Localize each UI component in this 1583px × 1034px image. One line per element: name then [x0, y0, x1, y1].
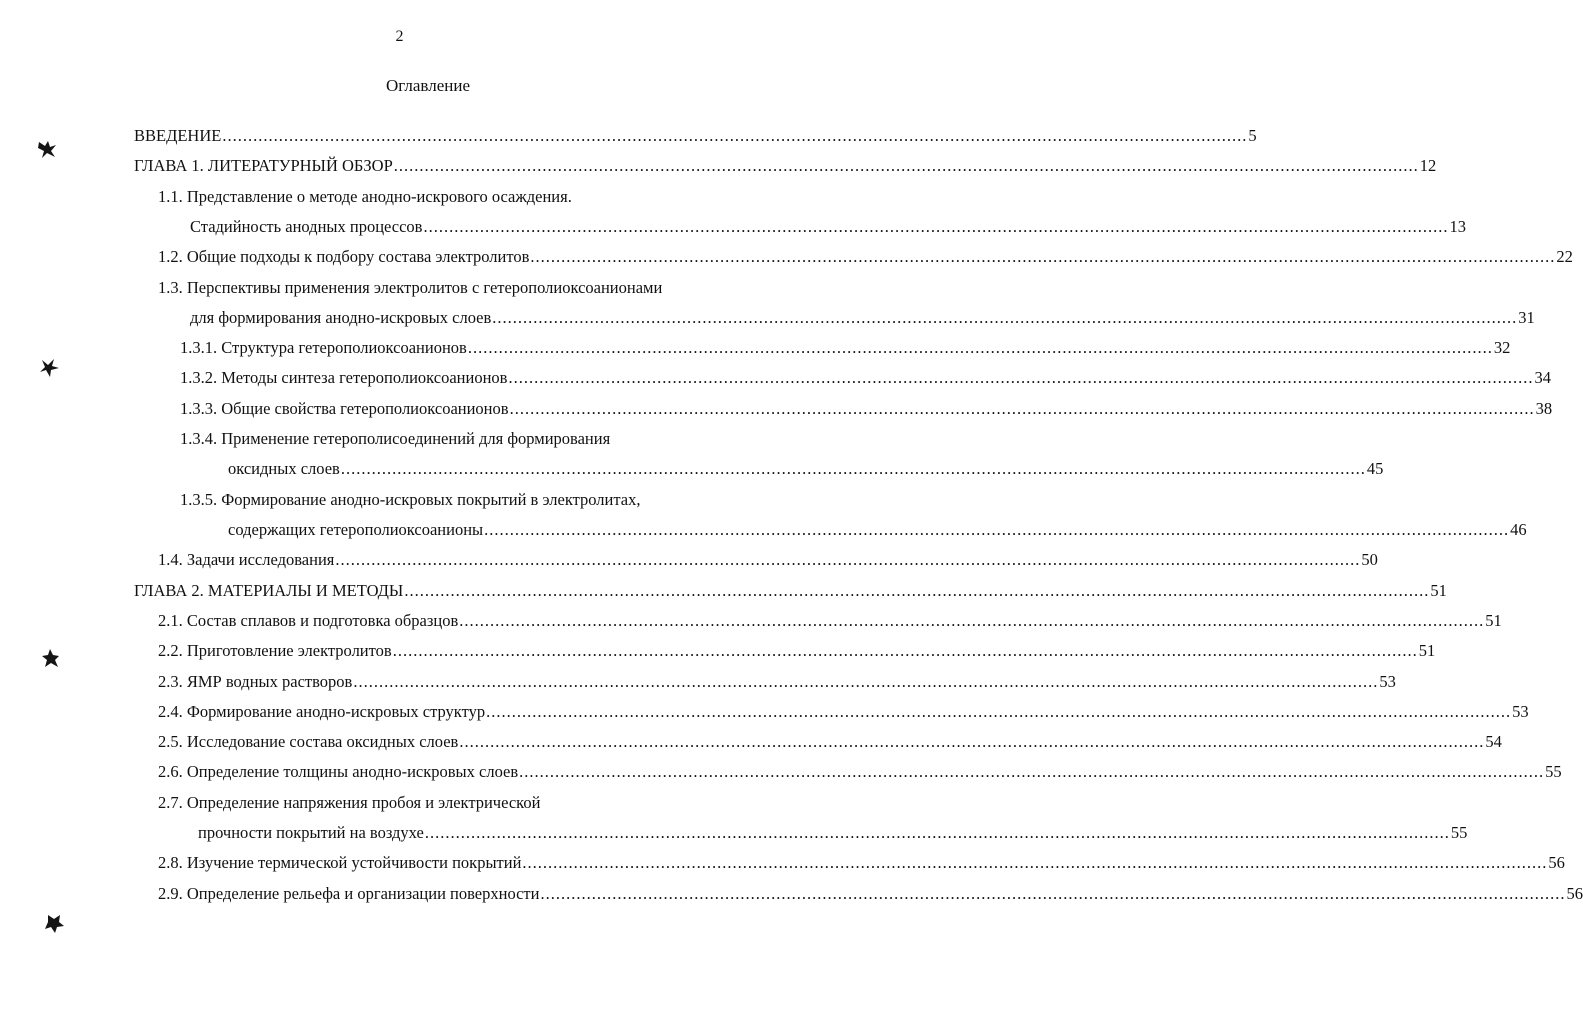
toc-page-number: 55 — [1450, 823, 1468, 842]
toc-page-number: 31 — [1518, 308, 1535, 327]
toc-entry: 1.4. Задачи исследования ........................................................................................................................................................................................................ 50 — [158, 548, 726, 572]
toc-entry: 2.1. Состав сплавов и подготовка образцов ........................................................................................................................................................................................................ 51 — [158, 609, 726, 633]
leader-dots: ........................................................................................................................................................................................................ — [508, 368, 1534, 387]
toc-page-number: 38 — [1535, 399, 1553, 418]
leader-dots: ........................................................................................................................................................................................................ — [353, 672, 1379, 691]
toc-entry: 2.5. Исследование состава оксидных слоев ........................................................................................................................................................................................................ 54 — [158, 730, 726, 754]
toc-entry: 2.8. Изучение термической устойчивости покрытий ........................................................................................................................................................................................................ 56 — [158, 851, 726, 875]
toc-page-number: 51 — [1430, 581, 1447, 600]
toc-entry: содержащих гетерополиоксоанионы ........................................................................................................................................................................................................ 46 — [228, 518, 726, 542]
toc-page-number: 51 — [1418, 641, 1436, 660]
toc-page-number: 22 — [1556, 247, 1573, 266]
toc-entry: для формирования анодно-искровых слоев ........................................................................................................................................................................................................ 31 — [190, 306, 720, 330]
toc-entry: 1.3.3. Общие свойства гетерополиоксоанионов ........................................................................................................................................................................................................ 38 — [180, 397, 720, 421]
toc-entry: 1.3.1. Структура гетерополиоксоанионов ........................................................................................................................................................................................................ 32 — [180, 336, 720, 360]
leader-dots: ........................................................................................................................................................................................................ — [393, 156, 1419, 175]
leader-dots: ........................................................................................................................................................................................................ — [459, 732, 1485, 751]
toc-page-number: 56 — [1548, 853, 1565, 872]
leader-dots: ........................................................................................................................................................................................................ — [340, 459, 1366, 478]
leader-dots: ........................................................................................................................................................................................................ — [335, 550, 1361, 569]
leader-dots: ........................................................................................................................................................................................................ — [486, 702, 1512, 721]
leader-dots: ........................................................................................................................................................................................................ — [540, 884, 1566, 903]
toc-entry: 1.2. Общие подходы к подбору состава электролитов ........................................................................................................................................................................................................ 22 — [158, 245, 726, 269]
leader-dots: ........................................................................................................................................................................................................ — [423, 217, 1449, 236]
toc-entry: прочности покрытий на воздухе ........................................................................................................................................................................................................ 55 — [198, 821, 726, 845]
scan-speck-icon — [40, 647, 62, 669]
toc-entry: 2.9. Определение рельефа и организации поверхности ........................................................................................................................................................................................................ 56 — [158, 882, 726, 906]
toc-page-number: 12 — [1419, 156, 1437, 175]
toc-page-number: 45 — [1366, 459, 1384, 478]
toc-entry: 1.3.5. Формирование анодно-искровых покрытий в электролитах, — [180, 490, 641, 509]
toc-page-number: 34 — [1534, 368, 1551, 387]
scan-speck-icon — [36, 138, 58, 160]
toc-entry: 2.2. Приготовление электролитов ........................................................................................................................................................................................................ 51 — [158, 639, 726, 663]
toc-entry: 2.4. Формирование анодно-искровых структур ........................................................................................................................................................................................................ 53 — [158, 700, 726, 724]
toc-page-number: 56 — [1566, 884, 1583, 903]
toc-entry: 1.3.4. Применение гетерополисоединений для формирования — [180, 429, 611, 448]
toc-entry: 1.3. Перспективы применения электролитов с гетерополиоксоанионами — [158, 278, 663, 297]
leader-dots: ........................................................................................................................................................................................................ — [530, 247, 1556, 266]
toc-page-number: 5 — [1248, 126, 1257, 145]
leader-dots: ........................................................................................................................................................................................................ — [509, 399, 1535, 418]
toc-entry: ГЛАВА 1. ЛИТЕРАТУРНЫЙ ОБЗОР ........................................................................................................................................................................................................ 12 — [134, 154, 726, 178]
toc-page-number: 51 — [1485, 611, 1502, 630]
toc-page-number: 50 — [1361, 550, 1378, 569]
leader-dots: ........................................................................................................................................................................................................ — [424, 823, 1450, 842]
toc-title: Оглавление — [386, 76, 470, 95]
toc-entry: 2.6. Определение толщины анодно-искровых слоев ........................................................................................................................................................................................................ 55 — [158, 760, 726, 784]
toc-entry: оксидных слоев ........................................................................................................................................................................................................ 45 — [228, 457, 726, 481]
toc-page-number: 46 — [1510, 520, 1527, 539]
toc-entry: 1.1. Представление о методе анодно-искрового осаждения. — [158, 187, 572, 206]
toc-entry: 2.3. ЯМР водных растворов ........................................................................................................................................................................................................ 53 — [158, 670, 726, 694]
toc-page-number: 32 — [1493, 338, 1511, 357]
toc-page-number: 53 — [1512, 702, 1529, 721]
toc-page-number: 55 — [1545, 762, 1562, 781]
scan-speck-icon — [43, 912, 65, 934]
leader-dots: ........................................................................................................................................................................................................ — [459, 611, 1485, 630]
toc-entry: ГЛАВА 2. МАТЕРИАЛЫ И МЕТОДЫ ........................................................................................................................................................................................................ 51 — [134, 579, 726, 603]
leader-dots: ........................................................................................................................................................................................................ — [392, 641, 1418, 660]
leader-dots: ........................................................................................................................................................................................................ — [492, 308, 1518, 327]
leader-dots: ........................................................................................................................................................................................................ — [522, 853, 1548, 872]
toc-entry: Стадийность анодных процессов ........................................................................................................................................................................................................ 13 — [190, 215, 726, 239]
toc-page-number: 53 — [1379, 672, 1396, 691]
toc-entry: 1.3.2. Методы синтеза гетерополиоксоанионов ........................................................................................................................................................................................................ 34 — [180, 366, 720, 390]
toc-page-number: 13 — [1449, 217, 1466, 236]
toc-entry: 2.7. Определение напряжения пробоя и электрической — [158, 793, 541, 812]
leader-dots: ........................................................................................................................................................................................................ — [467, 338, 1493, 357]
toc-page-number: 54 — [1485, 732, 1502, 751]
scan-speck-icon — [38, 357, 60, 379]
toc-entry: ВВЕДЕНИЕ ........................................................................................................................................................................................................ 5 — [134, 124, 726, 148]
leader-dots: ........................................................................................................................................................................................................ — [519, 762, 1545, 781]
leader-dots: ........................................................................................................................................................................................................ — [404, 581, 1430, 600]
leader-dots: ........................................................................................................................................................................................................ — [484, 520, 1510, 539]
page-number: 2 — [395, 28, 404, 45]
leader-dots: ........................................................................................................................................................................................................ — [222, 126, 1248, 145]
